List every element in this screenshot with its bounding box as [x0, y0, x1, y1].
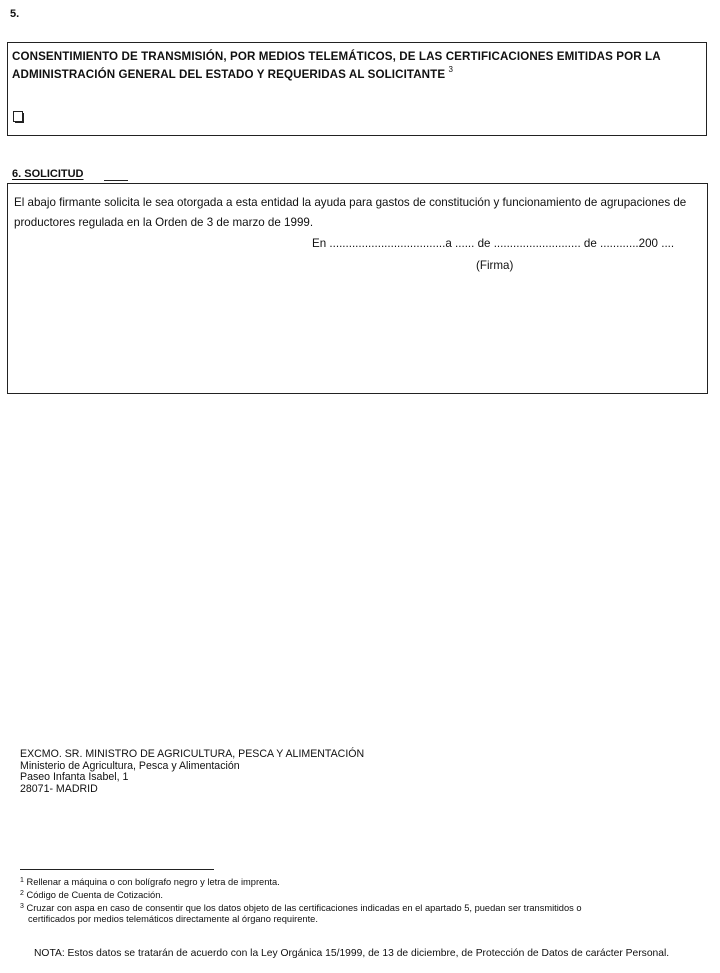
footnote-number: 2	[20, 890, 24, 897]
footnote-item	[20, 888, 700, 901]
consent-title-text: CONSENTIMIENTO DE TRANSMISIÓN, POR MEDIOS TELEMÁTICOS, DE LAS CERTIFICACIONES EMITIDAS POR LA ADMINISTRACIÓN GENERAL DEL ESTADO Y REQUERIDAS AL SOLICITANTE	[12, 50, 661, 81]
footnotes	[20, 875, 700, 925]
consent-title	[12, 50, 702, 81]
footnote-continuation: certificados por medios telemáticos directamente al órgano requirente.	[28, 914, 318, 924]
addressee-line: 28071- MADRID	[20, 782, 98, 795]
data-protection-note: NOTA: Estos datos se tratarán de acuerdo con la Ley Orgánica 15/1999, de 13 de diciembre, de Protección de Datos de carácter Personal.	[34, 948, 670, 959]
footnote-text: Código de Cuenta de Cotización.	[26, 890, 163, 900]
footnote-item	[20, 875, 700, 888]
footnote-text: Cruzar con aspa en caso de consentir que los datos objeto de las certificaciones indicadas en el apartado 5, puedan ser transmitidos o	[26, 903, 582, 913]
footnote-ref-3: 3	[448, 65, 454, 74]
request-box	[7, 183, 708, 394]
footnote-divider	[20, 869, 214, 870]
addressee-line: Paseo Infanta Isabel, 1	[20, 771, 129, 784]
footnote-item	[20, 901, 700, 914]
section5-number: 5.	[10, 8, 20, 20]
signature-label: (Firma)	[476, 259, 514, 272]
request-text: El abajo firmante solicita le sea otorgada a esta entidad la ayuda para gastos de constitución y funcionamiento de agrupaciones de productores regulada en la Orden de 3 de marzo de 1999.	[14, 196, 687, 229]
footnote-text: Rellenar a máquina o con bolígrafo negro y letra de imprenta.	[26, 877, 280, 887]
consent-checkbox[interactable]	[13, 111, 23, 122]
section6-divider	[104, 180, 128, 181]
footnote-number: 3	[20, 903, 24, 910]
addressee-block	[20, 749, 364, 795]
place-date-field[interactable]: En ....................................a ...... de ........................... de ............200 ....	[312, 237, 675, 250]
addressee-line: EXCMO. SR. MINISTRO DE AGRICULTURA, PESCA Y ALIMENTACIÓN	[20, 748, 365, 760]
footnote-number: 1	[20, 877, 24, 884]
section6-heading: 6. SOLICITUD	[12, 168, 84, 180]
addressee-line: Ministerio de Agricultura, Pesca y Alimentación	[20, 759, 240, 772]
consent-box	[7, 42, 707, 136]
